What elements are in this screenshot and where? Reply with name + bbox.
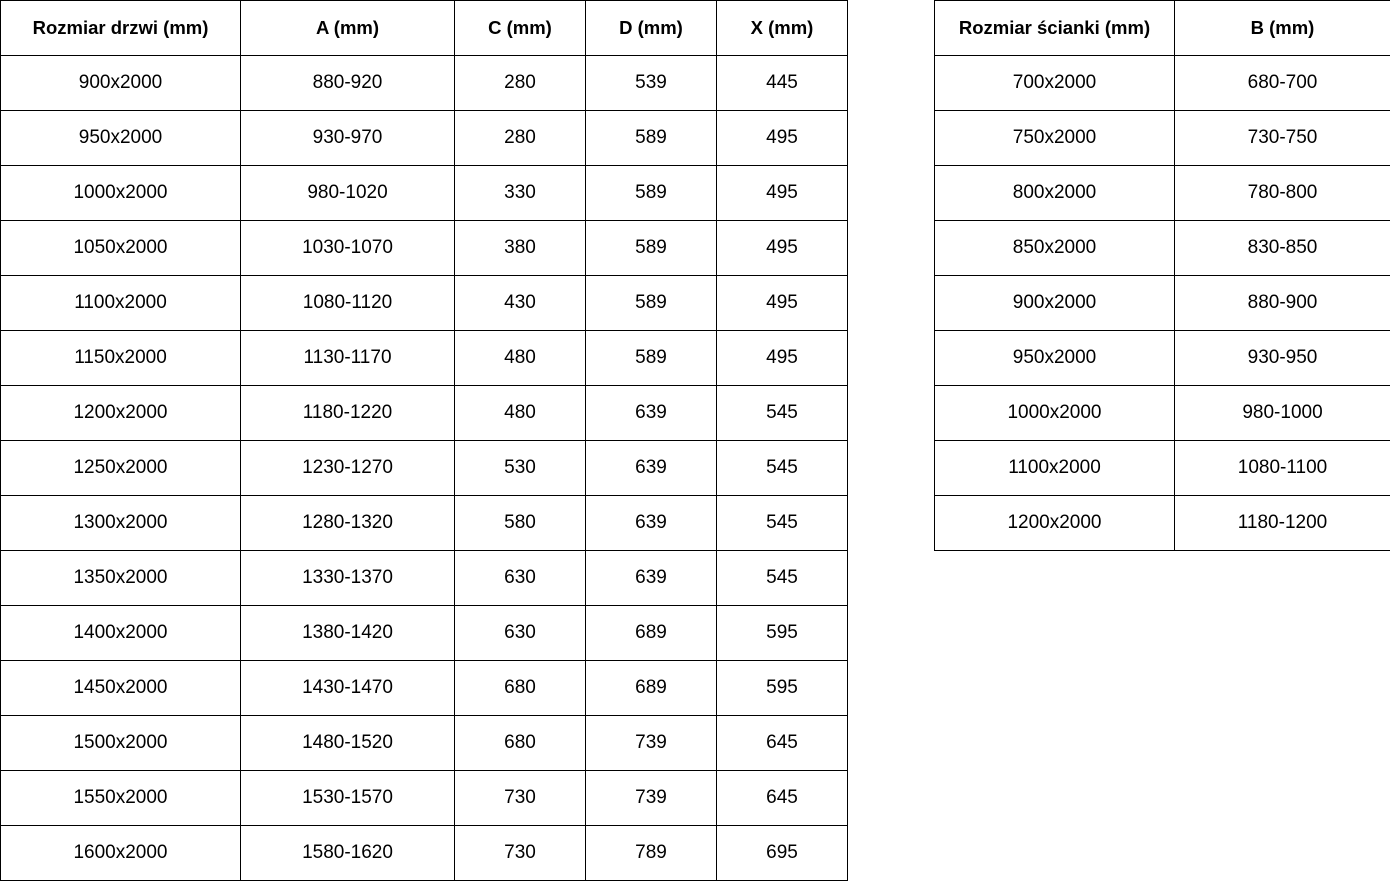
cell-door-size: 1500x2000 xyxy=(1,716,241,771)
cell-c: 430 xyxy=(455,276,586,331)
cell-x: 545 xyxy=(717,496,848,551)
table-row xyxy=(1,441,848,496)
table-row xyxy=(1,386,848,441)
cell-b: 980-1000 xyxy=(1175,386,1390,441)
cell-x: 695 xyxy=(717,826,848,881)
table-row xyxy=(1,221,848,276)
cell-wall-size: 1000x2000 xyxy=(935,386,1175,441)
cell-x: 495 xyxy=(717,331,848,386)
cell-x: 595 xyxy=(717,661,848,716)
column-header-c: C (mm) xyxy=(455,1,586,56)
cell-x: 545 xyxy=(717,386,848,441)
table-header-row xyxy=(1,1,848,56)
cell-c: 580 xyxy=(455,496,586,551)
table-row xyxy=(935,276,1390,331)
table-row xyxy=(935,496,1390,551)
cell-door-size: 1200x2000 xyxy=(1,386,241,441)
cell-a: 1180-1220 xyxy=(241,386,455,441)
cell-c: 630 xyxy=(455,606,586,661)
table-row xyxy=(935,386,1390,441)
cell-b: 780-800 xyxy=(1175,166,1390,221)
cell-wall-size: 850x2000 xyxy=(935,221,1175,276)
cell-d: 639 xyxy=(586,551,717,606)
cell-c: 730 xyxy=(455,771,586,826)
cell-x: 445 xyxy=(717,56,848,111)
cell-x: 645 xyxy=(717,771,848,826)
cell-d: 589 xyxy=(586,166,717,221)
cell-d: 589 xyxy=(586,276,717,331)
cell-wall-size: 950x2000 xyxy=(935,331,1175,386)
cell-a: 1580-1620 xyxy=(241,826,455,881)
cell-c: 330 xyxy=(455,166,586,221)
cell-d: 589 xyxy=(586,111,717,166)
table-row xyxy=(935,111,1390,166)
cell-door-size: 1150x2000 xyxy=(1,331,241,386)
cell-wall-size: 750x2000 xyxy=(935,111,1175,166)
cell-c: 280 xyxy=(455,111,586,166)
cell-x: 495 xyxy=(717,166,848,221)
cell-a: 1380-1420 xyxy=(241,606,455,661)
table-row xyxy=(1,826,848,881)
wall-sizes-table-body xyxy=(935,56,1390,551)
cell-b: 730-750 xyxy=(1175,111,1390,166)
cell-door-size: 1400x2000 xyxy=(1,606,241,661)
cell-a: 1080-1120 xyxy=(241,276,455,331)
door-sizes-table-head xyxy=(1,1,848,56)
cell-x: 595 xyxy=(717,606,848,661)
cell-x: 545 xyxy=(717,551,848,606)
cell-door-size: 1000x2000 xyxy=(1,166,241,221)
column-header-x: X (mm) xyxy=(717,1,848,56)
cell-b: 830-850 xyxy=(1175,221,1390,276)
cell-c: 680 xyxy=(455,661,586,716)
cell-a: 1130-1170 xyxy=(241,331,455,386)
cell-x: 495 xyxy=(717,221,848,276)
wall-sizes-table xyxy=(934,0,1390,551)
cell-d: 639 xyxy=(586,496,717,551)
cell-c: 630 xyxy=(455,551,586,606)
cell-c: 380 xyxy=(455,221,586,276)
table-row xyxy=(1,276,848,331)
cell-d: 689 xyxy=(586,606,717,661)
cell-d: 589 xyxy=(586,331,717,386)
cell-wall-size: 700x2000 xyxy=(935,56,1175,111)
cell-c: 530 xyxy=(455,441,586,496)
table-row xyxy=(1,111,848,166)
cell-a: 1330-1370 xyxy=(241,551,455,606)
door-sizes-table-body xyxy=(1,56,848,881)
column-header-wall-size: Rozmiar ścianki (mm) xyxy=(935,1,1175,56)
cell-door-size: 900x2000 xyxy=(1,56,241,111)
cell-wall-size: 900x2000 xyxy=(935,276,1175,331)
table-row xyxy=(1,496,848,551)
cell-b: 680-700 xyxy=(1175,56,1390,111)
table-row xyxy=(1,331,848,386)
table-header-row xyxy=(935,1,1390,56)
cell-a: 880-920 xyxy=(241,56,455,111)
cell-x: 545 xyxy=(717,441,848,496)
cell-a: 1280-1320 xyxy=(241,496,455,551)
cell-door-size: 1300x2000 xyxy=(1,496,241,551)
cell-door-size: 1350x2000 xyxy=(1,551,241,606)
cell-x: 495 xyxy=(717,111,848,166)
cell-door-size: 1100x2000 xyxy=(1,276,241,331)
cell-c: 680 xyxy=(455,716,586,771)
cell-b: 1180-1200 xyxy=(1175,496,1390,551)
column-header-d: D (mm) xyxy=(586,1,717,56)
cell-d: 639 xyxy=(586,386,717,441)
cell-d: 539 xyxy=(586,56,717,111)
table-row xyxy=(1,716,848,771)
table-row xyxy=(1,56,848,111)
cell-b: 880-900 xyxy=(1175,276,1390,331)
cell-d: 789 xyxy=(586,826,717,881)
cell-x: 495 xyxy=(717,276,848,331)
cell-door-size: 1450x2000 xyxy=(1,661,241,716)
cell-a: 1030-1070 xyxy=(241,221,455,276)
cell-c: 730 xyxy=(455,826,586,881)
column-header-b: B (mm) xyxy=(1175,1,1390,56)
cell-wall-size: 1200x2000 xyxy=(935,496,1175,551)
table-row xyxy=(935,166,1390,221)
cell-door-size: 1550x2000 xyxy=(1,771,241,826)
cell-a: 980-1020 xyxy=(241,166,455,221)
cell-door-size: 1600x2000 xyxy=(1,826,241,881)
cell-b: 930-950 xyxy=(1175,331,1390,386)
cell-a: 1480-1520 xyxy=(241,716,455,771)
cell-c: 480 xyxy=(455,386,586,441)
table-row xyxy=(1,771,848,826)
table-row xyxy=(1,166,848,221)
cell-x: 645 xyxy=(717,716,848,771)
table-row xyxy=(1,661,848,716)
cell-a: 1530-1570 xyxy=(241,771,455,826)
cell-a: 1230-1270 xyxy=(241,441,455,496)
cell-wall-size: 1100x2000 xyxy=(935,441,1175,496)
cell-d: 639 xyxy=(586,441,717,496)
cell-door-size: 1250x2000 xyxy=(1,441,241,496)
cell-c: 280 xyxy=(455,56,586,111)
table-row xyxy=(935,331,1390,386)
cell-a: 1430-1470 xyxy=(241,661,455,716)
cell-wall-size: 800x2000 xyxy=(935,166,1175,221)
table-row xyxy=(935,56,1390,111)
wall-sizes-table-head xyxy=(935,1,1390,56)
column-header-door-size: Rozmiar drzwi (mm) xyxy=(1,1,241,56)
cell-b: 1080-1100 xyxy=(1175,441,1390,496)
cell-d: 689 xyxy=(586,661,717,716)
cell-d: 739 xyxy=(586,771,717,826)
cell-a: 930-970 xyxy=(241,111,455,166)
table-row xyxy=(1,606,848,661)
table-row xyxy=(935,221,1390,276)
cell-door-size: 950x2000 xyxy=(1,111,241,166)
table-row xyxy=(935,441,1390,496)
cell-d: 589 xyxy=(586,221,717,276)
cell-d: 739 xyxy=(586,716,717,771)
cell-c: 480 xyxy=(455,331,586,386)
table-row xyxy=(1,551,848,606)
cell-door-size: 1050x2000 xyxy=(1,221,241,276)
column-header-a: A (mm) xyxy=(241,1,455,56)
